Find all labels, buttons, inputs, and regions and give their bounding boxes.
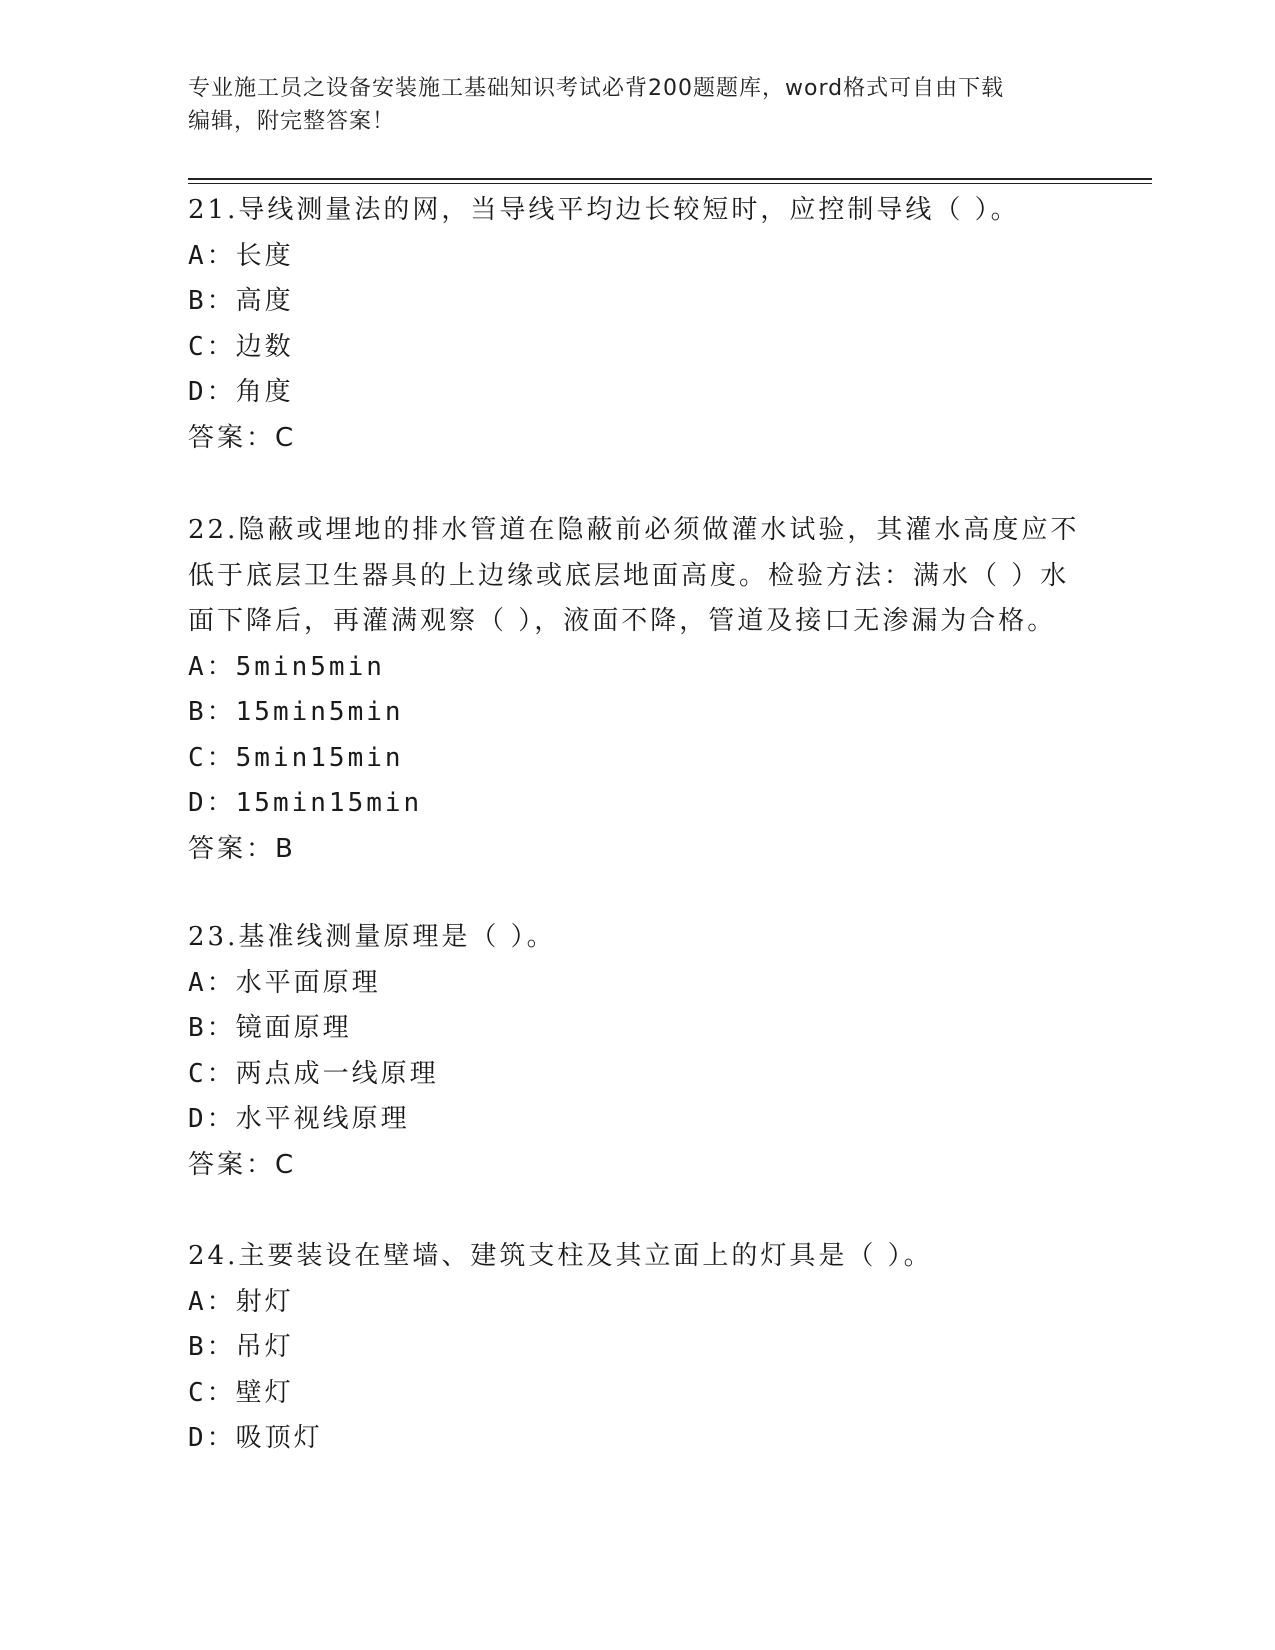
option-d <box>188 1097 1088 1143</box>
option-label: B： <box>188 286 236 316</box>
option-a <box>188 645 1088 691</box>
option-label: D： <box>188 788 236 818</box>
document-title-line-2: 编辑，附完整答案！ <box>188 109 396 134</box>
option-label: A： <box>188 651 236 682</box>
option-text: 5min15min <box>235 742 404 773</box>
header-divider-bottom <box>188 183 1152 184</box>
option-text: 水平面原理 <box>235 967 381 998</box>
answer-line: 答案：C <box>188 422 297 453</box>
option-c <box>188 736 1088 782</box>
option-text: 边数 <box>235 331 294 362</box>
option-label: C： <box>188 331 236 362</box>
option-label: B： <box>188 697 236 727</box>
option-text: 壁灯 <box>235 1377 294 1408</box>
question-21 <box>188 188 1088 461</box>
question-stem: 24.主要装设在壁墙、建筑支柱及其立面上的灯具是（ ）。 <box>188 1241 933 1271</box>
option-c <box>188 1052 1088 1098</box>
option-label: A： <box>188 240 236 271</box>
option-text: 角度 <box>235 377 294 407</box>
option-b <box>188 1006 1088 1052</box>
option-b <box>188 1325 1088 1371</box>
option-text: 两点成一线原理 <box>235 1058 439 1089</box>
option-text: 吸顶灯 <box>235 1423 323 1453</box>
option-label: C： <box>188 742 236 773</box>
option-d <box>188 370 1088 416</box>
question-stem-line-3: 面下降后，再灌满观察（ ），液面不降，管道及接口无渗漏为合格。 <box>188 606 1057 636</box>
answer-line: 答案：C <box>188 1149 297 1180</box>
header-divider-top <box>188 178 1152 180</box>
option-text: 15min5min <box>235 697 404 727</box>
question-24 <box>188 1234 1088 1462</box>
option-label: D： <box>188 1104 236 1134</box>
question-stem: 23.基准线测量原理是（ ）。 <box>188 922 556 952</box>
question-23 <box>188 915 1088 1188</box>
option-b <box>188 690 1088 736</box>
option-label: A： <box>188 1286 236 1317</box>
option-text: 高度 <box>235 286 294 316</box>
document-header <box>188 72 1088 138</box>
option-d <box>188 781 1088 827</box>
option-a <box>188 1280 1088 1326</box>
option-c <box>188 1371 1088 1417</box>
option-label: C： <box>188 1377 236 1408</box>
question-stem-line-1: 22.隐蔽或埋地的排水管道在隐蔽前必须做灌水试验，其灌水高度应不 <box>188 515 1080 545</box>
question-22 <box>188 508 1088 872</box>
question-stem: 21.导线测量法的网，当导线平均边长较短时，应控制导线（ ）。 <box>188 195 1020 225</box>
option-label: D： <box>188 377 236 407</box>
question-stem-line-2: 低于底层卫生器具的上边缘或底层地面高度。检验方法：满水（ ）水 <box>188 560 1070 591</box>
option-text: 水平视线原理 <box>235 1104 410 1134</box>
option-label: B： <box>188 1332 236 1362</box>
option-label: C： <box>188 1058 236 1089</box>
option-c <box>188 325 1088 371</box>
option-text: 长度 <box>235 240 294 271</box>
option-a <box>188 234 1088 280</box>
option-label: B： <box>188 1013 236 1043</box>
option-text: 5min5min <box>235 651 385 682</box>
option-text: 吊灯 <box>235 1332 294 1362</box>
document-title-line-1: 专业施工员之设备安装施工基础知识考试必背200题题库，word格式可自由下载 <box>188 76 1005 101</box>
answer-line: 答案：B <box>188 833 296 864</box>
option-a <box>188 961 1088 1007</box>
option-d <box>188 1416 1088 1462</box>
option-label: D： <box>188 1423 236 1453</box>
option-text: 镜面原理 <box>235 1013 352 1043</box>
option-label: A： <box>188 967 236 998</box>
option-b <box>188 279 1088 325</box>
option-text: 15min15min <box>235 788 423 818</box>
option-text: 射灯 <box>235 1286 294 1317</box>
